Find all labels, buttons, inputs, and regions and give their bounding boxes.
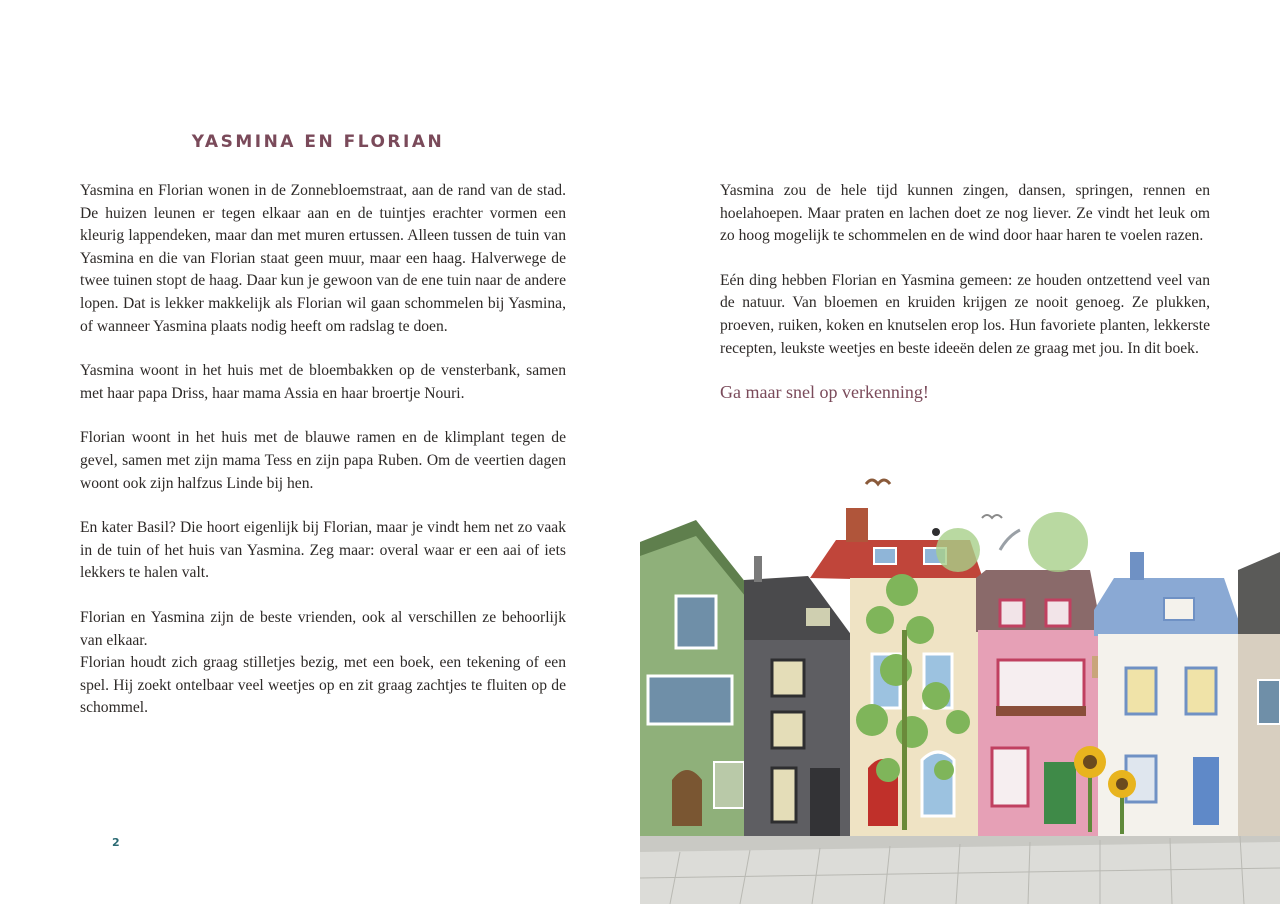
paragraph-florian-quiet: Florian houdt zich graag stilletjes bezig, met een boek, een tekening of een spel. Hij zoekt ontelbaar veel weetjes op en zit graag zachtjes te fluiten op de schommel. bbox=[80, 654, 566, 717]
paragraph-friends: Florian en Yasmina zijn de beste vrienden, ook al verschillen ze behoorlijk van elkaar. bbox=[80, 608, 566, 649]
paragraph-nature: Eén ding hebben Florian en Yasmina gemeen: ze houden ontzettend veel van de natuur. Van bloemen en kruiden krijgen ze nooit genoeg. Ze plukken, proeven, ruiken, koken en knutselen erop los. Hun favoriete planten, lekkerste recepten, leukste weetjes en beste ideeën delen ze graag met jou. In dit boek. bbox=[720, 271, 1210, 357]
call-to-action: Ga maar snel op verkenning! bbox=[720, 382, 929, 403]
paragraph-florian-home: Florian woont in het huis met de blauwe ramen en de klimplant tegen de gevel, samen met zijn mama Tess en zijn papa Ruben. Om de veertien dagen woont ook zijn halfzus Linde bij hen. bbox=[80, 429, 566, 492]
paragraph-yasmina-home: Yasmina woont in het huis met de bloembakken op de vensterbank, samen met haar papa Driss, haar mama Assia en haar broertje Nouri. bbox=[80, 362, 566, 402]
right-text-column bbox=[720, 180, 1210, 403]
paragraph-yasmina-active: Yasmina zou de hele tijd kunnen zingen, dansen, springen, rennen en hoelahoepen. Maar praten en lachen doet ze nog liever. Ze vindt het leuk om zo hoog mogelijk te schommelen en de wind door haar haren te voelen razen. bbox=[720, 182, 1210, 245]
left-text-column bbox=[80, 180, 566, 742]
page-title: YASMINA EN FLORIAN bbox=[191, 132, 445, 152]
paragraph-intro: Yasmina en Florian wonen in de Zonnebloemstraat, aan de rand van de stad. De huizen leunen er tegen elkaar aan en de tuintjes erachter vormen een kleurig lappendeken, maar dan met muren ertussen. Alleen tussen de tuin van Yasmina en die van Florian staat geen muur, maar een haag. Halverwege de twee tuinen stopt de haag. Daar kun je gewoon van de ene tuin naar de andere lopen. Dat is lekker makkelijk als Florian wil gaan schommelen bij Yasmina, of wanneer Yasmina plaats nodig heeft om radslag te doen. bbox=[80, 182, 566, 335]
paragraph-basil: En kater Basil? Die hoort eigenlijk bij Florian, maar je vindt hem net zo vaak in de tuin of het huis van Yasmina. Zeg maar: overal waar er een aai of iets lekkers te halen valt. bbox=[80, 519, 566, 582]
page-number: 2 bbox=[112, 836, 120, 849]
right-page bbox=[640, 0, 1280, 904]
street-houses-illustration bbox=[640, 470, 1280, 904]
